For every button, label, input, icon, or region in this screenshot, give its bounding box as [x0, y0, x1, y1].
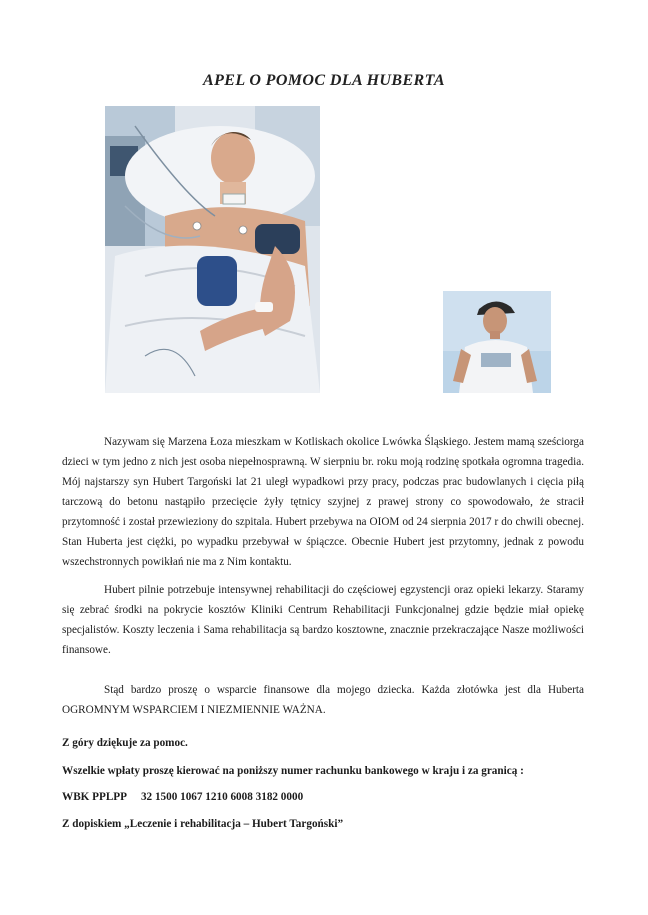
thanks-line: Z góry dziękuje za pomoc.: [62, 737, 188, 749]
bank-account-line: [62, 788, 592, 806]
transfer-note: Z dopiskiem „Leczenie i rehabilitacja – Hubert Targoński”: [62, 818, 344, 830]
paragraph-3: Stąd bardzo proszę o wsparcie finansowe dla mojego dziecka. Każda złotówka jest dla Huberta OGROMNYM WSPARCIEM I NIEZMIENNIE WAŻNA.: [62, 684, 584, 716]
paragraph-1: Nazywam się Marzena Łoza mieszkam w Kotliskach okolice Lwówka Śląskiego. Jestem mamą sześciorga dzieci w tym jedno z nich jest osoba niepełnosprawną. W sierpniu br. roku moją rodzinę spotkała ogromna tragedia. Mój najstarszy syn Hubert Targoński lat 21 uległ wypadkowi przy pracy, podczas prac budowlanych i cięcia piłą tarczową do betonu nastąpiło przecięcie żyły tętnicy szyjnej z prawej strony co spowodowało, że stracił przytomność i został przewieziony do szpitala. Hubert przebywa na OIOM od 24 sierpnia 2017 r do chwili obecnej. Stan Huberta jest ciężki, po wypadku przebywał w śpiączce. Obecnie Hubert jest przytomny, jednak z powodu wszechstronnych powikłań nie ma z Nim kontaktu.: [62, 436, 584, 568]
paragraph-2: Hubert pilnie potrzebuje intensywnej rehabilitacji do częściowej egzystencji oraz opieki lekarzy. Staramy się zebrać środki na pokrycie kosztów Kliniki Centrum Rehabilitacji Funkcjonalnej gdzie będzie miał opiekę specjalistów. Koszty leczenia i Sama rehabilitacja są bardzo kosztowne, znacznie przekraczające Nasze możliwości finansowe.: [62, 584, 584, 656]
hospital-bed-photo: [105, 106, 320, 393]
portrait-photo: [443, 291, 551, 393]
account-number: 32 1500 1067 1210 6008 3182 0000: [140, 791, 304, 803]
document-title: APEL O POMOC DLA HUBERTA: [203, 72, 445, 89]
payment-instruction: Wszelkie wpłaty proszę kierować na poniższy numer rachunku bankowego w kraju i za granicą :: [62, 765, 524, 777]
bank-name: WBK PPLPP: [62, 791, 127, 803]
